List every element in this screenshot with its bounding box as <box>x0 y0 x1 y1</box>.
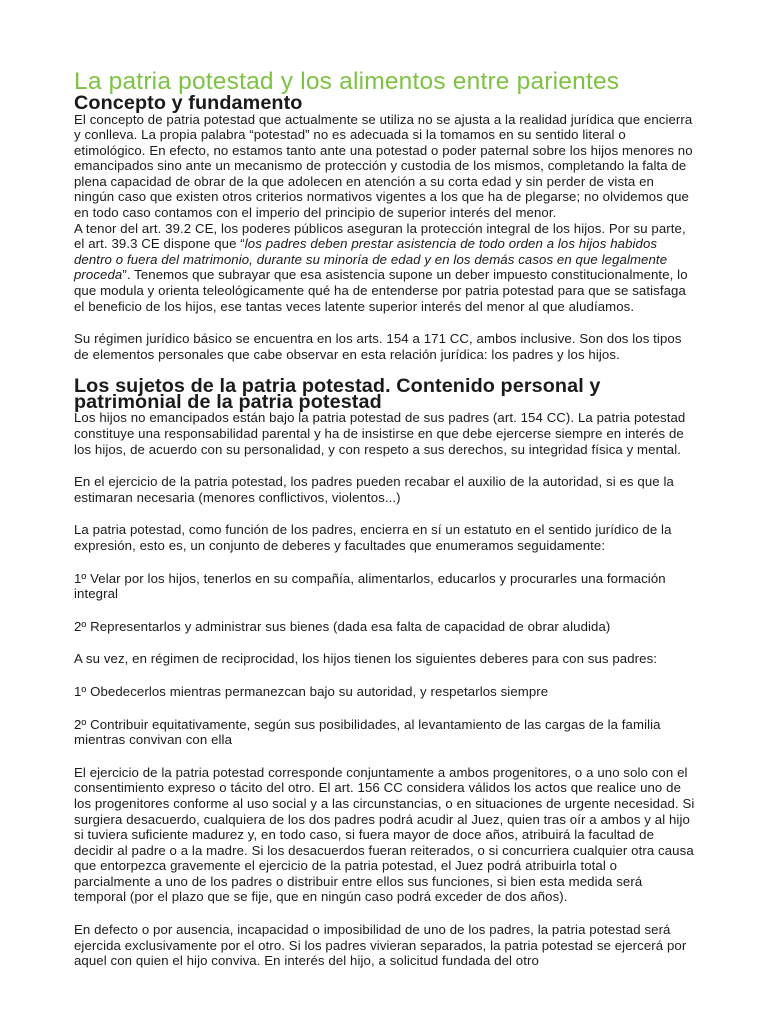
document-title: La patria potestad y los alimentos entre parientes <box>74 68 620 95</box>
paragraph-regimen: Su régimen jurídico básico se encuentra en los arts. 154 a 171 CC, ambos inclusive. Son dos los tipos de elementos personales que cabe observar en esta relación jurídica: los padres y los hijos. <box>74 331 682 362</box>
list-item-hijos-deber-2: 2º Contribuir equitativamente, según sus posibilidades, al levantamiento de las cargas de la familia mientras convivan con ella <box>74 716 661 748</box>
paragraph-art-39-start: A tenor del art. 39.2 CE, los poderes públicos aseguran la protección integral de los hijos. Por su parte, el art. 39.3 CE dispone que “ <box>74 220 686 252</box>
paragraph-art-39-quote: los padres deben prestar asistencia de todo orden a los hijos habidos dentro o fuera del matrimonio, durante su minoría de edad y en los demás casos en que legalmente proceda <box>74 236 668 283</box>
paragraph-auxilio-autoridad: En el ejercicio de la patria potestad, los padres pueden recabar el auxilio de la autoridad, si es que la estimaran necesaria (menores conflictivos, violentos...) <box>74 474 674 505</box>
paragraph-reciprocidad: A su vez, en régimen de reciprocidad, los hijos tienen los siguientes deberes para con sus padres: <box>74 651 658 667</box>
paragraph-art-39 <box>74 221 696 315</box>
section-heading-sujetos: Los sujetos de la patria potestad. Contenido personal y patrimonial de la patria potestad <box>74 375 601 413</box>
paragraph-ejercicio-conjunto: El ejercicio de la patria potestad corresponde conjuntamente a ambos progenitores, o a uno solo con el consentimiento expreso o tácito del otro. El art. 156 CC considera válidos los actos que realice uno de los progenitores conforme al uso social y a las circunstancias, o en situaciones de urgente necesidad. Si surgiera desacuerdo, cualquiera de los dos padres podrá acudir al Juez, quien tras oír a ambos y al hijo si tuviera suficiente madurez y, en todo caso, si fuera mayor de doce años, atribuirá la facultad de decidir al padre o a la madre. Si los desacuerdos fueran reiterados, o si concurriera cualquier otra causa que entorpezca gravemente el ejercicio de la patria potestad, el Juez podrá atribuirla total o parcialmente a uno de los padres o distribuir entre ellos sus funciones, si bien esta medida será temporal (por el plazo que se fije, que en ningún caso podrá exceder de dos años). <box>74 764 695 905</box>
list-item-deber-1: 1º Velar por los hijos, tenerlos en su compañía, alimentarlos, educarlos y procurarles una formación integral <box>74 570 666 602</box>
document-page <box>74 68 696 969</box>
list-item-deber-2: 2º Representarlos y administrar sus bienes (dada esa falta de capacidad de obrar aludida) <box>74 618 611 634</box>
paragraph-defecto-ausencia: En defecto o por ausencia, incapacidad o imposibilidad de uno de los padres, la patria potestad será ejercida exclusivamente por el otro. Si los padres vivieran separados, la patria potestad se ejercerá por aquel con quien el hijo conviva. En interés del hijo, a solicitud fundada del otro <box>74 922 687 969</box>
paragraph-hijos-no-emancipados: Los hijos no emancipados están bajo la patria potestad de sus padres (art. 154 CC). La patria potestad constituye una responsabilidad parental y ha de insistirse en que debe ejercerse siempre en interés de los hijos, de acuerdo con su personalidad, y con respeto a sus derechos, su integridad física y mental. <box>74 410 686 457</box>
list-item-hijos-deber-1: 1º Obedecerlos mientras permanezcan bajo su autoridad, y respetarlos siempre <box>74 683 549 699</box>
paragraph-funcion-padres: La patria potestad, como función de los padres, encierra en sí un estatuto en el sentido jurídico de la expresión, esto es, un conjunto de deberes y facultades que enumeramos seguidamente: <box>74 522 672 553</box>
section-heading-concepto: Concepto y fundamento <box>74 92 303 114</box>
paragraph-art-39-end: ”. Tenemos que subrayar que esa asistencia supone un deber impuesto constitucionalmente, lo que modula y orienta teleológicamente qué ha de entenderse por patria potestad para que se satisfaga el beneficio de los hijos, ese tantas veces latente superior interés del menor al que aludíamos. <box>74 267 688 314</box>
paragraph-concepto: El concepto de patria potestad que actualmente se utiliza no se ajusta a la realidad jurídica que encierra y conlleva. La propia palabra “potestad” no es adecuada si la tomamos en su sentido literal o etimológico. En efecto, no estamos tanto ante una potestad o poder paternal sobre los hijos menores no emancipados sino ante un mecanismo de protección y custodia de los mismos, completando la falta de plena capacidad de obrar de la que adolecen en atención a su corta edad y sin perder de vista en ningún caso que existen otros criterios normativos vigentes a los que ha de plegarse; no olvidemos que en todo caso contamos con el imperio del principio de superior interés del menor. <box>74 111 693 221</box>
